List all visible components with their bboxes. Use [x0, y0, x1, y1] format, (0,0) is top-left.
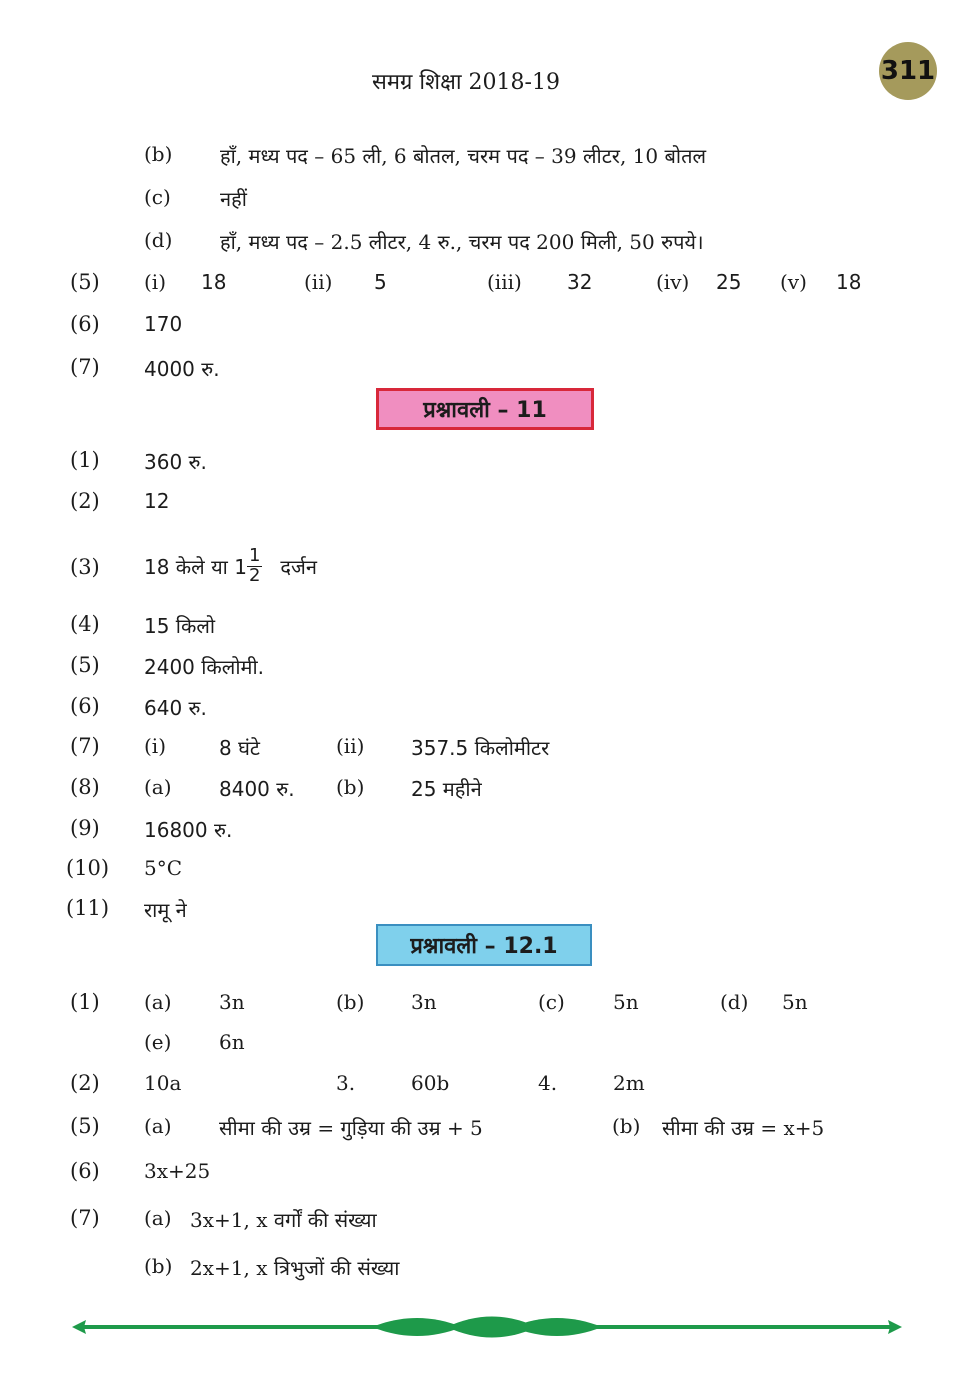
- answer-label: (a): [144, 775, 172, 799]
- question-number: 4.: [538, 1071, 558, 1095]
- question-number: (10): [66, 856, 110, 880]
- answer-label: (c): [538, 990, 565, 1014]
- answer-value: 5°C: [144, 856, 183, 880]
- answer-value: 16800 रु.: [144, 818, 233, 842]
- page-header: समग्र शिक्षा 2018-19: [372, 70, 560, 95]
- answer-value: 5n: [782, 990, 808, 1014]
- answer-unit: दर्जन: [280, 554, 317, 579]
- question-number: (5): [70, 653, 100, 677]
- answer-value: 10a: [144, 1071, 182, 1095]
- question-number: (11): [66, 896, 110, 920]
- question-number: (2): [70, 1071, 100, 1095]
- page-number-badge: 311: [879, 42, 937, 100]
- answer-label: (d): [144, 228, 173, 252]
- answer-value: रामू ने: [144, 898, 187, 922]
- answer-value: 15 किलो: [144, 614, 216, 638]
- answer-label: (iii): [487, 270, 522, 294]
- answer-value: 357.5 किलोमीटर: [411, 736, 550, 760]
- answer-value: 5n: [613, 990, 639, 1014]
- question-number: 3.: [336, 1071, 356, 1095]
- answer-value: 3x+25: [144, 1159, 211, 1183]
- footer-ornament: [72, 1310, 902, 1344]
- answer-label: (iv): [656, 270, 690, 294]
- answer-label: (a): [144, 990, 172, 1014]
- answer-label: (ii): [336, 734, 365, 758]
- answer-label: (a): [144, 1114, 172, 1138]
- answer-label: (c): [144, 185, 171, 209]
- answer-label: (d): [720, 990, 749, 1014]
- question-number: (3): [70, 555, 100, 579]
- answer-label: (v): [780, 270, 807, 294]
- exercise-12-1-title: प्रश्नावली – 12.1: [376, 924, 592, 966]
- answer-value: 25 महीने: [411, 777, 482, 801]
- question-number: (5): [70, 1114, 100, 1138]
- answer-label: (a): [144, 1206, 172, 1230]
- answer-value: 4000 रु.: [144, 357, 220, 381]
- answer-value: 60b: [411, 1071, 450, 1095]
- answer-value: 12: [144, 489, 170, 513]
- question-number: (8): [70, 775, 100, 799]
- question-number: (2): [70, 489, 100, 513]
- question-number: (7): [70, 355, 100, 379]
- fraction-denominator: 2: [248, 564, 261, 586]
- fraction-numerator: 1: [248, 544, 261, 566]
- question-number: (4): [70, 612, 100, 636]
- question-number: (1): [70, 990, 100, 1014]
- answer-value: 5: [374, 270, 387, 294]
- question-number: (1): [70, 448, 100, 472]
- fraction: [247, 544, 262, 586]
- answer-label: (i): [144, 734, 167, 758]
- answer-value: 18: [836, 270, 862, 294]
- answer-value: 32: [567, 270, 593, 294]
- answer-label: (b): [144, 142, 173, 166]
- answer-value: सीमा की उम्र = गुड़िया की उम्र + 5: [219, 1116, 483, 1140]
- answer-label: (e): [144, 1030, 172, 1054]
- answer-value: 360 रु.: [144, 450, 207, 474]
- answer-value: 3n: [411, 990, 437, 1014]
- answer-value: 3x+1, x वर्गों की संख्या: [190, 1208, 377, 1232]
- question-number: (7): [70, 734, 100, 758]
- answer-text: हाँ, मध्य पद – 2.5 लीटर, 4 रु., चरम पद 200 मिली, 50 रुपये।: [220, 230, 704, 254]
- question-number: (6): [70, 694, 100, 718]
- question-number: (5): [70, 270, 100, 294]
- answer-label: (b): [144, 1254, 173, 1278]
- answer-value: 2m: [613, 1071, 645, 1095]
- answer-value: 6n: [219, 1030, 245, 1054]
- answer-value: 2x+1, x त्रिभुजों की संख्या: [190, 1256, 400, 1280]
- answer-value: सीमा की उम्र = x+5: [662, 1116, 825, 1140]
- answer-value: 18 केले या 1: [144, 554, 247, 579]
- answer-text: नहीं: [220, 187, 247, 211]
- mixed-fraction-answer: [144, 538, 317, 594]
- question-number: (6): [70, 312, 100, 336]
- question-number: (6): [70, 1159, 100, 1183]
- question-number: (7): [70, 1206, 100, 1230]
- answer-text: हाँ, मध्य पद – 65 ली, 6 बोतल, चरम पद – 39 लीटर, 10 बोतल: [220, 144, 707, 168]
- answer-label: (b): [612, 1114, 641, 1138]
- answer-value: 2400 किलोमी.: [144, 655, 265, 679]
- answer-label: (i): [144, 270, 167, 294]
- answer-value: 18: [201, 270, 227, 294]
- answer-label: (b): [336, 775, 365, 799]
- answer-label: (ii): [304, 270, 333, 294]
- answer-value: 3n: [219, 990, 245, 1014]
- answer-value: 170: [144, 312, 183, 336]
- answer-value: 8 घंटे: [219, 736, 260, 760]
- question-number: (9): [70, 816, 100, 840]
- exercise-11-title: प्रश्नावली – 11: [376, 388, 594, 430]
- answer-value: 25: [716, 270, 742, 294]
- answer-label: (b): [336, 990, 365, 1014]
- answer-value: 8400 रु.: [219, 777, 295, 801]
- answer-value: 640 रु.: [144, 696, 207, 720]
